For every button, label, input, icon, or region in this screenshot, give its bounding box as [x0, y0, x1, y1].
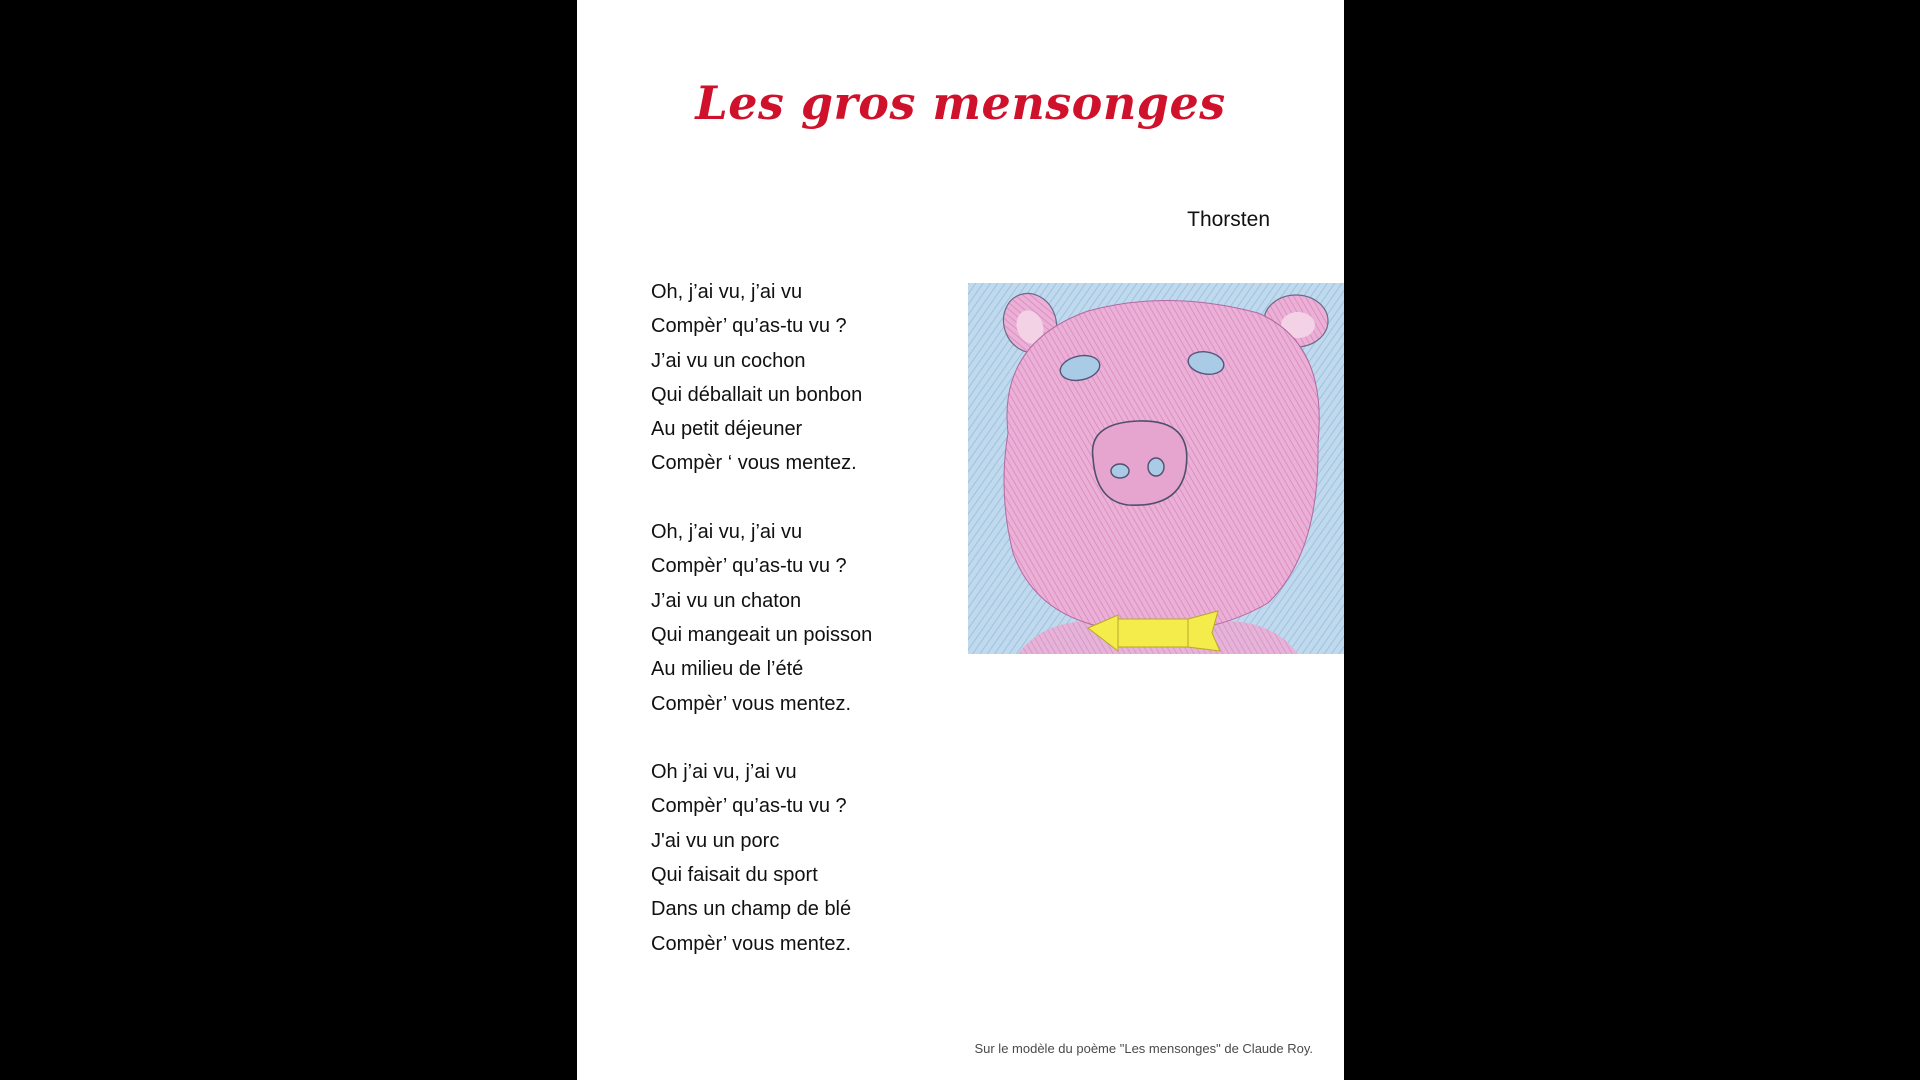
poem-line: Compèr’ qu’as-tu vu ?	[651, 795, 847, 818]
poem-line: Compèr’ vous mentez.	[651, 692, 852, 715]
poem-line: Compèr’ qu’as-tu vu ?	[651, 315, 847, 338]
poem-line: Qui déballait un bonbon	[651, 383, 863, 406]
document-page	[577, 0, 1344, 1080]
pig-drawing-icon	[968, 283, 1344, 654]
stanza-2	[651, 515, 951, 721]
poem-line: Qui mangeait un poisson	[651, 623, 873, 646]
poem-line: Au milieu de l’été	[651, 658, 804, 681]
poem-title: Les gros mensonges	[695, 76, 1226, 130]
stanza-1	[651, 275, 951, 481]
poem-line: J’ai vu un chaton	[651, 589, 802, 612]
poem-line: Au petit déjeuner	[651, 418, 803, 441]
poem-line: Oh, j’ai vu, j’ai vu	[651, 521, 803, 544]
poem-author: Thorsten	[1187, 208, 1270, 231]
poem-line: J’ai vu un cochon	[651, 349, 806, 372]
poem-line: Compèr ‘ vous mentez.	[651, 452, 857, 475]
poem-line: Oh j’ai vu, j’ai vu	[651, 761, 797, 784]
poem-body	[651, 275, 951, 995]
poem-line: Dans un champ de blé	[651, 898, 852, 921]
poem-line: Qui faisait du sport	[651, 864, 818, 887]
source-note: Sur le modèle du poème "Les mensonges" de Claude Roy.	[974, 1041, 1313, 1056]
poem-line: Compèr’ qu’as-tu vu ?	[651, 555, 847, 578]
stanza-3	[651, 755, 951, 961]
poem-line: J'ai vu un porc	[651, 829, 780, 852]
poem-line: Oh, j’ai vu, j’ai vu	[651, 281, 803, 303]
poem-line: Compèr’ vous mentez.	[651, 932, 852, 955]
